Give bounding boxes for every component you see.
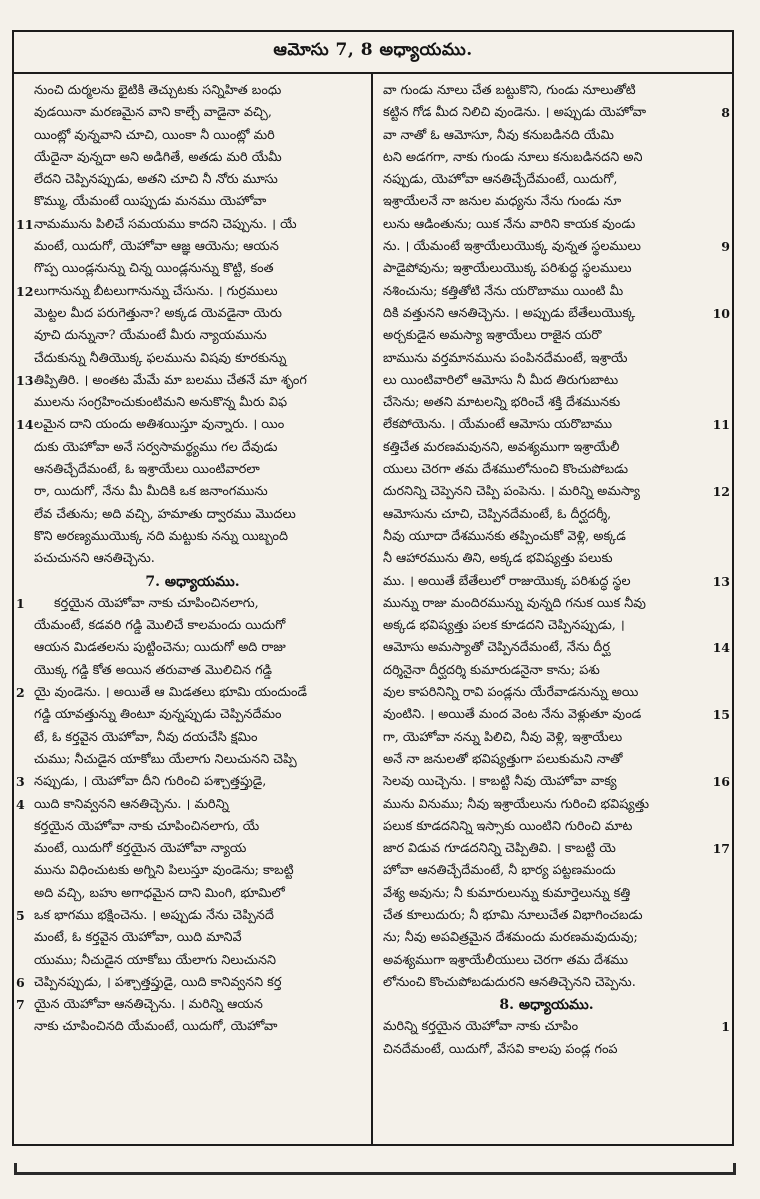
verse-number: 10 — [712, 305, 730, 321]
text-line — [20, 125, 365, 147]
text-line — [20, 526, 365, 548]
text-line — [379, 258, 726, 280]
text-line — [20, 147, 365, 169]
line-text: టని అడగగా, నాకు గుండు నూలు కనుబడినదని అని — [383, 149, 643, 165]
page-header — [12, 30, 734, 74]
text-line — [379, 950, 726, 972]
line-text: వుంటిని. । అయితే మంద వెంట నేను వెళ్లుతూ వుండ — [383, 707, 642, 723]
line-text: ను. । యేమంటే ఇశ్రాయేలుయొక్క వున్నత స్థలములు — [383, 239, 641, 255]
text-line — [379, 771, 730, 793]
column-divider — [371, 74, 373, 1144]
line-text: ఆమోసును చూచి, చెప్పినదేమంటే, ఓ దీర్ఘదర్శీ, — [383, 506, 612, 522]
line-text: అక్కడ భవిష్యత్తు పలక కూడదని చెప్పినప్పుడు, । — [383, 618, 625, 634]
line-text: చేసెను; అతని మాటలన్ని భరించే శక్తి దేశమునకు — [383, 395, 621, 411]
text-line — [16, 682, 365, 704]
text-line — [20, 637, 365, 659]
text-line — [16, 771, 365, 793]
text-line — [16, 905, 365, 927]
verse-number: 1 — [721, 1019, 730, 1035]
line-text: మెట్టల మీద పరుగెత్తునా? అక్కడ యెవడైనా యెరు — [34, 305, 282, 321]
verse-number: 17 — [712, 841, 730, 857]
text-line — [379, 481, 730, 503]
verse-number: 15 — [712, 707, 730, 723]
line-text: చేదుకున్ను నీతియొక్క ఫలమును విషవు కూరకున్ను — [34, 350, 287, 366]
line-text: గొప్ప యిండ్లనున్ను చిన్న యిండ్లనున్ను కొట్టి, కంత — [34, 261, 274, 277]
text-line — [379, 548, 726, 570]
text-line — [16, 972, 365, 994]
line-text: ఆమోసు అమస్యాతో చెప్పినదేమంటే, నేను దీర్ఘ — [383, 640, 610, 656]
line-text: అర్చకుడైన అమస్యా ఇశ్రాయేలు రాజైన యరొ — [383, 328, 602, 344]
text-line — [20, 258, 365, 280]
line-text: ఆయన మిడతలను పుట్టించెను; యిదుగో అది రాజు — [34, 640, 286, 656]
verse-number: 12 — [712, 484, 730, 500]
line-text: యిది కానివ్వనని ఆనతిచ్చెను. । మరిన్ని — [34, 796, 229, 812]
text-line — [20, 348, 365, 370]
text-line — [20, 191, 365, 213]
line-text: లేవ చేతును; అది వచ్చి, హమాతు ద్వారము మొదలు — [34, 506, 296, 522]
text-line — [20, 236, 365, 258]
text-line — [379, 414, 730, 436]
line-text: దురనిన్ని చెప్పెనని చెప్పి పంపెను. । మరిన్ని అమస్యా — [383, 484, 640, 500]
text-line — [16, 370, 365, 392]
line-text: దికి వత్తునని ఆనతిచ్చెను. । అప్పుడు బేతేలుయొక్క — [383, 305, 636, 321]
line-text: హోవా ఆనతిచ్చేదేమంటే, నీ భార్య పట్టణమందు — [383, 863, 616, 879]
text-line — [20, 660, 365, 682]
footer-rule — [14, 1172, 736, 1175]
text-line — [20, 504, 365, 526]
line-text: నామమును పిలిచే సమయము కాదని చెప్పును. । యే — [34, 216, 297, 232]
text-columns — [12, 74, 734, 1146]
text-line — [20, 80, 365, 102]
verse-number: 12 — [16, 283, 34, 299]
line-text: తిప్పితిరి. । అంతట మేమే మా బలము చేతనే మా శృంగ — [34, 372, 307, 388]
text-line — [379, 660, 726, 682]
text-line — [16, 593, 365, 615]
line-text: ఆనతిచ్చేదేమంటే, ఓ ఇశ్రాయేలు యింటివారలా — [34, 462, 260, 478]
text-line — [379, 905, 726, 927]
line-text: వుడయినా మరణమైన వాని కాల్చే వాడైనా వచ్చి, — [34, 105, 272, 121]
text-line — [379, 794, 726, 816]
page — [12, 30, 736, 1146]
line-text: మంటే, యిదుగో కర్తయైన యెహోవా న్యాయ — [34, 841, 247, 857]
verse-number: 2 — [16, 685, 25, 701]
text-line — [379, 838, 730, 860]
line-text: నీ ఆహారమును తిని, అక్కడ భవిష్యత్తు పలుకు — [383, 551, 613, 567]
verse-number: 8 — [721, 105, 730, 121]
line-text: దర్శినైనా దీర్ఘదర్శి కుమారుడనైనా కాను; పశు — [383, 662, 600, 678]
line-text: లోనుంచి కొంచుపోబడుదురని ఆనతిచ్చెనని చెప్పెను. — [383, 974, 636, 990]
chapter-heading — [379, 994, 726, 1016]
line-text: వుల కాపరినిన్ని రావి పండ్లను యేరేవాడనున్ను అయి — [383, 685, 639, 701]
line-text: ములను సంగ్రహించుకుంటిమని అనుకొన్న మీరు విఫ — [34, 395, 288, 411]
footer-tick — [14, 1163, 17, 1175]
text-line — [20, 838, 365, 860]
text-line — [379, 972, 726, 994]
text-line — [379, 1039, 726, 1061]
verse-number: 11 — [712, 417, 730, 433]
text-line — [379, 704, 730, 726]
text-line — [379, 749, 726, 771]
line-text: రా, యిదుగో, నేను మీ మీదికి ఒక జనాంగమును — [34, 484, 268, 500]
line-text: లు యింటివారిలో ఆమోసు నీ మీద తిరుగుబాటు — [383, 372, 619, 388]
text-line — [379, 303, 730, 325]
text-line — [20, 950, 365, 972]
line-text: టే, ఓ కర్తవైన యెహోవా, నీవు దయచేసి క్షమిం — [34, 729, 258, 745]
text-line — [379, 526, 726, 548]
line-text: చుము; నీచుడైన యాకోబు యేలాగు నిలుచునని చెప్పి — [34, 751, 297, 767]
text-line — [379, 370, 726, 392]
text-line — [379, 637, 730, 659]
chapter-heading-text: 7. అధ్యాయము. — [145, 573, 240, 590]
text-line — [20, 1016, 365, 1038]
text-line — [379, 593, 726, 615]
line-text: ఇశ్రాయేలనే నా జనుల మధ్యను నేను గుండు నూ — [383, 194, 622, 210]
line-text: మును వినుము; నీవు ఇశ్రాయేలును గురించి భవిష్యత్తు — [383, 796, 649, 812]
text-line — [20, 325, 365, 347]
line-text: యింట్లో వున్నవాని చూచి, యింకా నీ యింట్లో మరి — [34, 127, 275, 143]
line-text: యులు చెరగా తమ దేశములోనుంచి కొంచుపోబడు — [383, 462, 629, 478]
verse-number: 13 — [16, 372, 34, 388]
line-text: వా నాతో ఓ ఆమోసూ, నీవు కనుబడినది యేమి — [383, 127, 614, 143]
text-line — [20, 548, 365, 570]
line-text: అవశ్యముగా ఇశ్రాయేలీయులు చెరగా తమ దేశము — [383, 952, 629, 968]
line-text: కట్టిన గోడ మీద నిలిచి వుండెను. । అప్పుడు యెహోవా — [383, 105, 647, 121]
line-text: చెప్పినప్పుడు, । పశ్చాత్తప్తుడై, యిది కానివ్వనని కర్త — [34, 974, 282, 990]
line-text: కొమ్ము, యేమంటే యిప్పుడు మనము యెహోవా — [34, 194, 267, 210]
line-text: గడ్డి యావత్తున్ను తింటూ వున్నప్పుడు చెప్పినదేమం — [34, 707, 282, 723]
verse-number: 7 — [16, 997, 25, 1013]
text-line — [16, 994, 365, 1016]
line-text: యైన యెహోవా ఆనతిచ్చెను. । మరిన్ని ఆయన — [34, 997, 263, 1013]
line-text: వా గుండు నూలు చేత బట్టుకొని, గుండు నూలుతోటి — [383, 83, 636, 98]
line-text: యేమంటే, కడవరి గడ్డి మొలిచే కాలమందు యిదుగో — [34, 618, 286, 634]
line-text: యుము; నీచుడైన యాకోబు యేలాగు నిలుచునని — [34, 952, 276, 968]
line-text: కర్తయైన యెహోవా నాకు చూపించినలాగు, — [54, 595, 259, 611]
line-text: నుంచి దుర్మలను భైటికి తెచ్చుటకు సన్నిహిత బంధు — [34, 83, 282, 98]
text-line — [379, 281, 726, 303]
verse-number: 14 — [712, 640, 730, 656]
line-text: మంటే, ఓ కర్తవైన యెహోవా, యిది మానివే — [34, 930, 242, 946]
line-text: లేకపోయెను. । యేమంటే ఆమోసు యరొబాము — [383, 417, 613, 433]
line-text: నప్పుడు, యెహోవా ఆనతిచ్చేదేమంటే, యిదుగో, — [383, 172, 618, 188]
text-line — [20, 927, 365, 949]
text-line — [20, 727, 365, 749]
text-line — [379, 392, 726, 414]
line-text: నీవు యూదా దేశమునకు తప్పించుకో వెళ్లి, అక్కడ — [383, 528, 626, 544]
text-line — [379, 615, 726, 637]
line-text: నాకు చూపించినది యేమంటే, యిదుగో, యెహోవా — [34, 1019, 278, 1035]
line-text: నశించును; కత్తితోటి నేను యరొబాము యింటి మీ — [383, 283, 624, 299]
verse-number: 9 — [721, 239, 730, 255]
text-line — [379, 727, 726, 749]
line-text: లమైన దాని యందు అతిశయిస్తూ వున్నారు. । యిం — [34, 417, 285, 433]
line-text: కర్తయైన యెహోవా నాకు చూపించినలాగు, యే — [34, 818, 260, 834]
line-text: గా, యెహోవా నన్ను పిలిచి, నీవు వెళ్లి, ఇశ్రాయేలు — [383, 729, 623, 745]
text-line — [379, 1016, 730, 1038]
verse-number: 5 — [16, 907, 25, 923]
page-title: ఆమోసు 7, 8 అధ్యాయము. — [273, 40, 473, 60]
footer-tick — [733, 1163, 736, 1175]
text-line — [379, 325, 726, 347]
chapter-heading-text: 8. అధ్యాయము. — [499, 997, 594, 1014]
left-column — [16, 80, 365, 1039]
verse-number: 11 — [16, 216, 34, 232]
line-text: వూచి దున్నునా? యేమంటే మీరు న్యాయమును — [34, 328, 267, 344]
line-text: ఒక భాగము భక్షించెను. । అప్పుడు నేను చెప్పినదే — [34, 907, 274, 923]
text-line — [379, 191, 726, 213]
line-text: పాడైపోవును; ఇశ్రాయేలుయొక్క పరిశుద్ధ స్థలములు — [383, 261, 632, 277]
text-line — [20, 749, 365, 771]
line-text: ము. । అయితే బేతేలులో రాజుయొక్క పరిశుద్ధ స్థల — [383, 573, 631, 589]
right-column — [379, 80, 730, 1061]
line-text: నప్పుడు, । యెహోవా దీని గురించి పశ్చాత్తప్తుడై, — [34, 774, 267, 790]
text-line — [20, 437, 365, 459]
line-text: లును ఆడింతును; యిక నేను వారిని కాయక వుండు — [383, 216, 636, 232]
text-line — [20, 169, 365, 191]
verse-number: 6 — [16, 974, 25, 990]
chapter-heading — [20, 571, 365, 593]
text-line — [20, 816, 365, 838]
text-line — [379, 927, 726, 949]
line-text: మరిన్ని కర్తయైన యెహోవా నాకు చూపిం — [383, 1019, 579, 1035]
text-line — [20, 860, 365, 882]
text-line — [379, 125, 726, 147]
text-line — [20, 481, 365, 503]
line-text: చినదేమంటే, యిదుగో, వేసవి కాలపు పండ్ల గంప — [383, 1041, 618, 1057]
line-text: సెలవు యిచ్చెను. । కాబట్టి నీవు యెహోవా వాక్య — [383, 774, 617, 790]
verse-number: 3 — [16, 774, 25, 790]
line-text: లేదని చెప్పినప్పుడు, అతని చూచి నీ నోరు మూసు — [34, 172, 278, 188]
verse-number: 16 — [712, 774, 730, 790]
text-line — [379, 348, 726, 370]
line-text: చేత కూలుదురు; నీ భూమి నూలుచేత విభాగించబడు — [383, 907, 643, 923]
verse-number: 1 — [16, 595, 25, 611]
text-line — [20, 392, 365, 414]
text-line — [379, 147, 726, 169]
text-line — [379, 80, 726, 102]
text-line — [16, 281, 365, 303]
text-line — [379, 860, 726, 882]
line-text: అనే నా జనులతో భవిష్యత్తుగా పలుకుమని నాతో — [383, 751, 623, 767]
text-line — [379, 682, 726, 704]
text-line — [379, 102, 730, 124]
text-line — [379, 459, 726, 481]
line-text: పచుచునని ఆనతిచ్చెను. — [34, 551, 155, 567]
line-text: జార విడువ గూడదనిన్ని చెప్పితివి. । కాబట్టి యె — [383, 841, 616, 857]
text-line — [20, 303, 365, 325]
line-text: వేశ్య అవును; నీ కుమారులున్ను కుమార్తెలున్ను కత్తి — [383, 885, 631, 901]
text-line — [20, 704, 365, 726]
verse-number: 14 — [16, 417, 34, 433]
line-text: మును విధించుటకు అగ్నిని పిలుస్తూ వుండెను; కాబట్టి — [34, 863, 294, 879]
text-line — [379, 504, 726, 526]
text-line — [379, 169, 726, 191]
line-text: అది వచ్చి, బహు అగాధమైన దాని మింగి, భూమిలో — [34, 885, 285, 901]
line-text: కత్తిచేత మరణమవునని, అవశ్యముగా ఇశ్రాయేలీ — [383, 439, 620, 455]
text-line — [20, 883, 365, 905]
line-text: లుగానున్ను బీటలుగానున్ను చేసును. । గుర్రములు — [34, 283, 278, 299]
line-text: కొని అరణ్యముయొక్క నది మట్టుకు నన్ను యిబ్బంది — [34, 528, 289, 544]
text-line — [20, 102, 365, 124]
verse-number: 4 — [16, 796, 25, 812]
line-text: ను; నీవు అపవిత్రమైన దేశమందు మరణమవుదువు; — [383, 930, 638, 946]
line-text: యొక్క గడ్డి కోత అయిన తరువాత మొలిచిన గడ్డి — [34, 662, 273, 678]
text-line — [379, 816, 726, 838]
line-text: పలుక కూడదనిన్ని ఇస్సాకు యింటిని గురించి మాట — [383, 818, 633, 834]
line-text: యై వుండెను. । అయితే ఆ మిడతలు భూమి యందుండే — [34, 685, 307, 701]
text-line — [20, 615, 365, 637]
line-text: మంటే, యిదుగో, యెహోవా ఆజ్ఞ ఆయెను; ఆయన — [34, 239, 279, 255]
text-line — [379, 214, 726, 236]
text-line — [379, 571, 730, 593]
text-line — [16, 414, 365, 436]
line-text: దుకు యెహోవా అనే సర్వసామర్థ్యము గల దేవుడు — [34, 439, 278, 455]
verse-number: 13 — [712, 573, 730, 589]
line-text: మున్ను రాజు మందిరమున్ను వున్నది గనుక యిక నీవు — [383, 595, 646, 611]
text-line — [20, 459, 365, 481]
line-text: యేదైనా వున్నదా అని అడిగితే, అతడు మరి యేమీ — [34, 149, 282, 165]
text-line — [16, 794, 365, 816]
text-line — [16, 214, 365, 236]
text-line — [379, 236, 730, 258]
text-line — [379, 883, 726, 905]
text-line — [379, 437, 726, 459]
line-text: బామును వర్తమానమును పంపినదేమంటే, ఇశ్రాయే — [383, 350, 628, 366]
